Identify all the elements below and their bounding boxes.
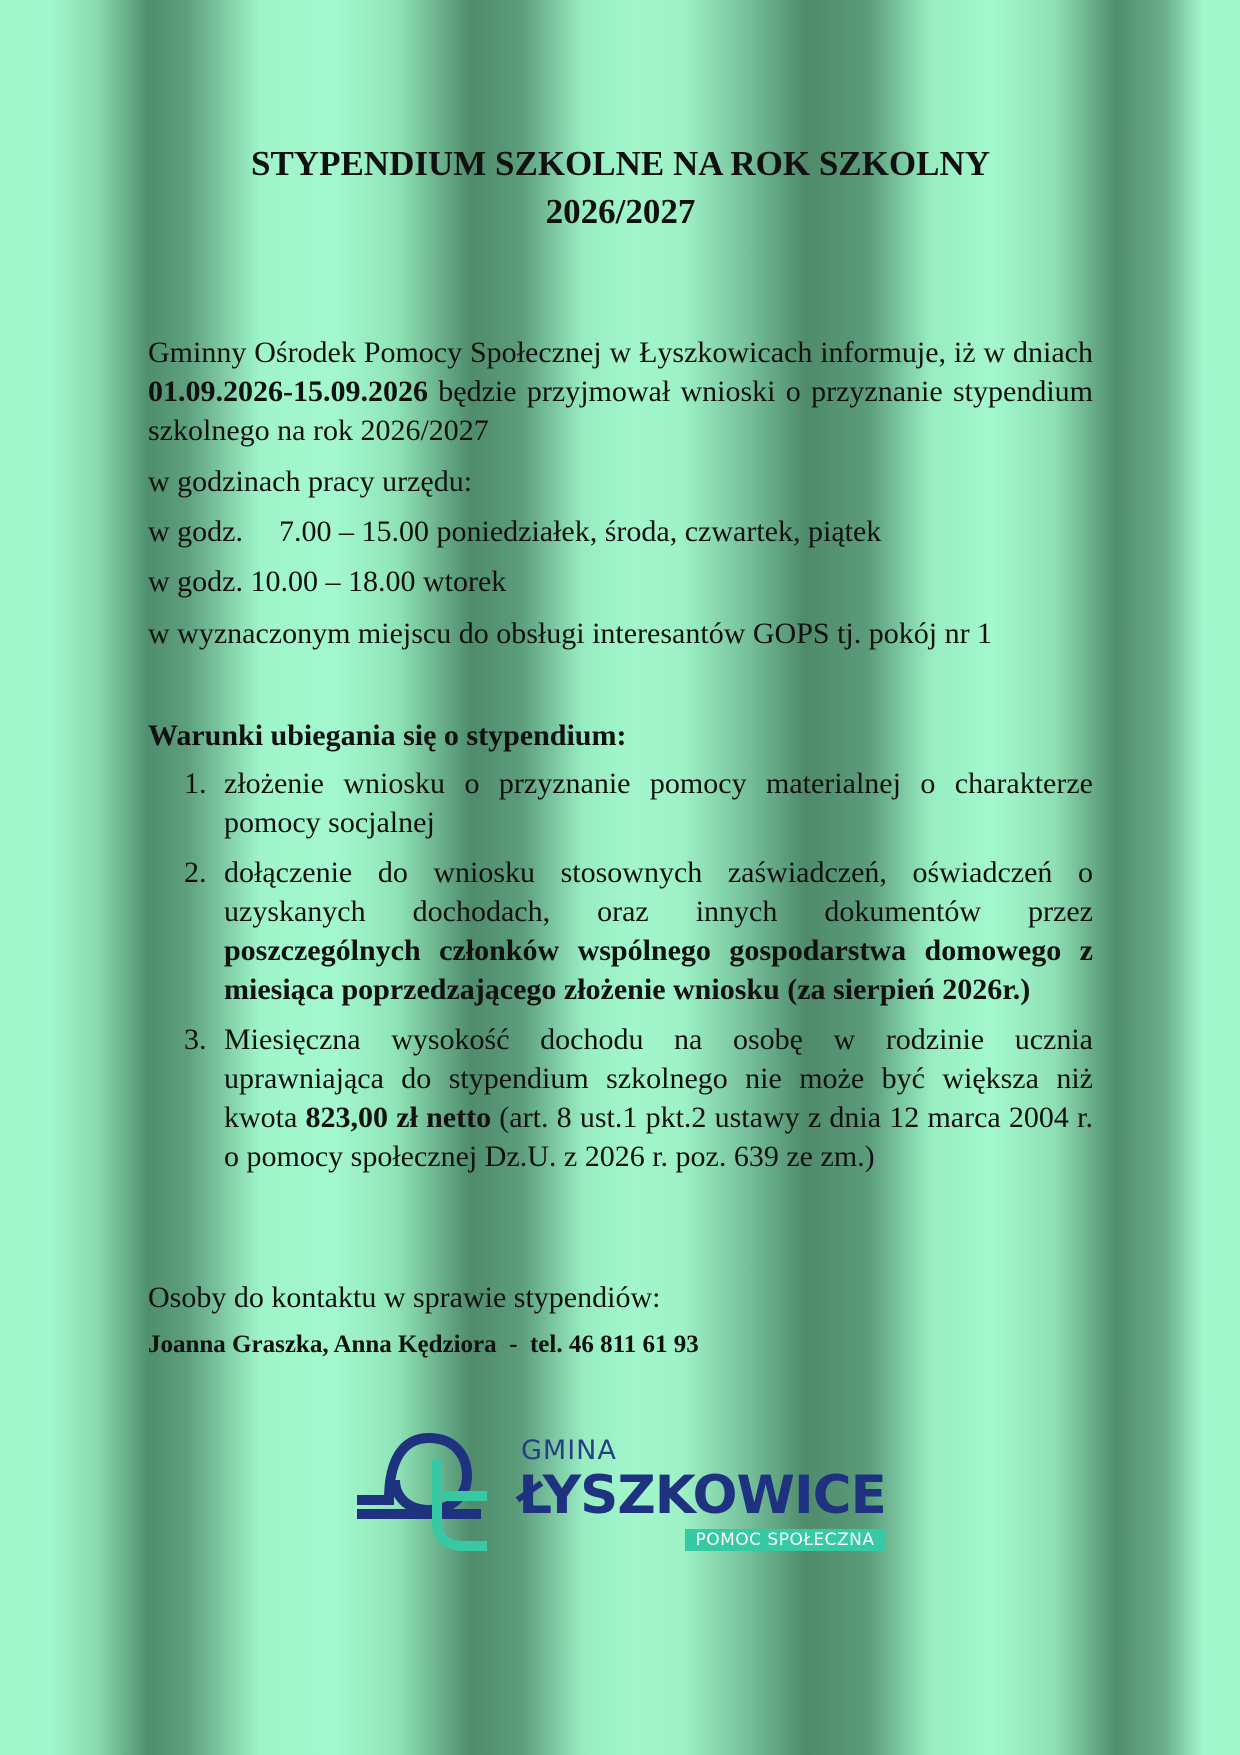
hours-line-prefix: w godz. xyxy=(148,515,243,548)
conditions-heading: Warunki ubiegania się o stypendium: xyxy=(148,719,627,752)
title-line-1: STYPENDIUM SZKOLNE NA ROK SZKOLNY xyxy=(250,144,991,183)
condition-item-2 xyxy=(148,853,1093,1009)
condition-text: złożenie wniosku o przyznanie pomocy materialnej o charakterze pomocy socjalnej xyxy=(224,767,1093,839)
contact-label: Osoby do kontaktu w sprawie stypendiów: xyxy=(148,1281,661,1314)
hours-place: w wyznaczonym miejscu do obsługi interesantów GOPS tj. pokój nr 1 xyxy=(148,617,993,650)
gmina-logo xyxy=(355,1430,885,1555)
hours-line-tuesday: w godz. 10.00 – 18.00 wtorek xyxy=(148,565,507,598)
logo-name-text: ŁYSZKOWICE xyxy=(518,1465,886,1526)
condition-item-1 xyxy=(148,764,1093,842)
title-line-2: 2026/2027 xyxy=(545,192,696,231)
hours-line-weekdays xyxy=(148,512,881,551)
intro-text-end: będzie przyjmował wnioski o przyznanie stypendium szkolnego na rok 2026/2027 xyxy=(148,375,1093,447)
condition-text: Miesięczna wysokość dochodu na osobę w rodzinie ucznia uprawniająca do stypendium szkolnego nie może być większa niż kwota xyxy=(224,1023,1093,1134)
logo-gmina-text: GMINA xyxy=(521,1435,617,1466)
intro-paragraph xyxy=(148,333,1093,450)
contact-persons: Joanna Graszka, Anna Kędziora - tel. 46 811 61 93 xyxy=(148,1331,699,1358)
condition-text-legal: (art. 8 ust.1 pkt.2 ustawy z dnia 12 marca 2004 r. o pomocy społecznej Dz.U. z 2026 r. poz. 639 ze zm.) xyxy=(224,1101,1093,1173)
hours-intro: w godzinach pracy urzędu: xyxy=(148,465,473,498)
condition-amount: 823,00 zł netto xyxy=(305,1101,492,1134)
hours-line-weekdays-text: 7.00 – 15.00 poniedziałek, środa, czwartek, piątek xyxy=(278,515,882,548)
condition-number: 3. xyxy=(184,1023,207,1056)
condition-text-bold: poszczególnych członków wspólnego gospodarstwa domowego z miesiąca poprzedzającego złożenie wniosku (za sierpień 2026r.) xyxy=(224,934,1093,1006)
intro-text-start: Gminny Ośrodek Pomocy Społecznej w Łyszkowicach informuje, iż w dniach xyxy=(148,336,1093,369)
condition-text: dołączenie do wniosku stosownych zaświadczeń, oświadczeń o uzyskanych dochodach, oraz innych dokumentów przez xyxy=(224,856,1093,928)
logo-subtitle: POMOC SPOŁECZNA xyxy=(685,1529,885,1551)
condition-item-3 xyxy=(148,1020,1093,1176)
page-title xyxy=(148,140,1093,236)
condition-number: 1. xyxy=(184,767,207,800)
intro-dates: 01.09.2026-15.09.2026 xyxy=(148,375,428,408)
condition-number: 2. xyxy=(184,856,207,889)
conditions-list xyxy=(148,764,1093,1187)
logo-mark-icon xyxy=(355,1430,490,1555)
